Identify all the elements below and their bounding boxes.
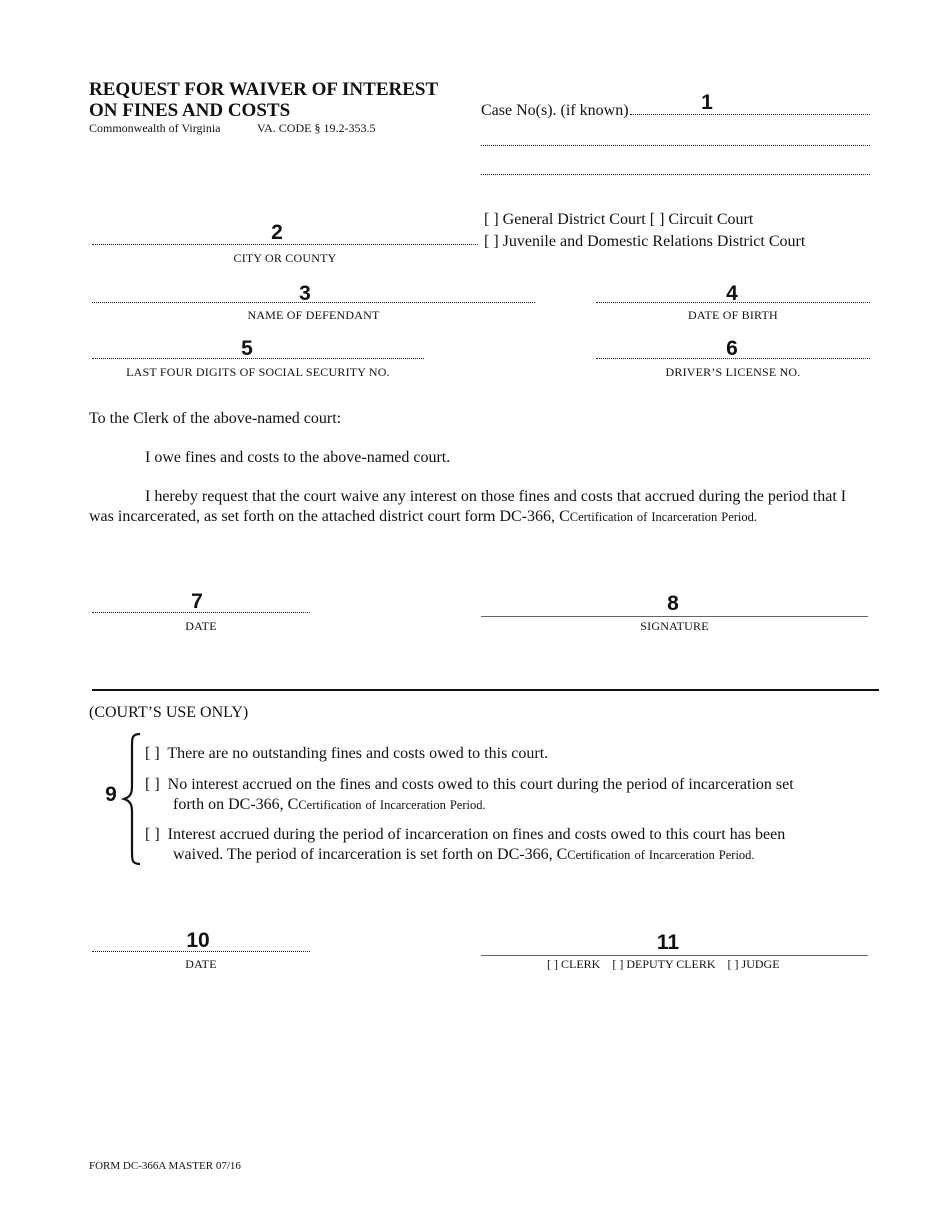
- field-marker-5: 5: [241, 337, 253, 360]
- checkbox-general-district[interactable]: [ ]: [484, 211, 499, 228]
- jurisdiction: Commonwealth of Virginia: [89, 121, 221, 135]
- applicant-date-label: DATE: [185, 619, 217, 633]
- court-option-2: [ ] No interest accrued on the fines and costs owed to this court during the period of incarceration set: [145, 776, 794, 793]
- case-number-line-1[interactable]: [630, 114, 870, 115]
- section-divider: [92, 689, 879, 691]
- defendant-name-line[interactable]: [92, 302, 535, 303]
- brace-icon: [120, 732, 144, 866]
- case-number-line-2[interactable]: [481, 145, 870, 146]
- court-role-options: [547, 957, 780, 972]
- field-marker-8: 8: [667, 592, 679, 615]
- defendant-name-label: NAME OF DEFENDANT: [247, 308, 380, 322]
- ssn-line[interactable]: [92, 358, 424, 359]
- court-option-3-line2: waived. The period of incarceration is set forth on DC-366,: [173, 846, 553, 863]
- field-marker-6: 6: [726, 337, 738, 360]
- court-option-3: [ ] Interest accrued during the period of incarceration on fines and costs owed to this court has been: [145, 826, 786, 843]
- checkbox-circuit[interactable]: [ ]: [649, 211, 665, 228]
- salutation: To the Clerk of the above-named court:: [89, 410, 342, 427]
- field-marker-10: 10: [186, 929, 210, 952]
- form-title-word-2: of: [636, 510, 648, 524]
- applicant-date-line[interactable]: [92, 612, 310, 613]
- paragraph-request: I hereby request that the court waive any interest on those fines and costs that accrued during the period that I was incarcerated, as set forth on the attached district court form DC-366, CCertification of Incarceration Period.: [89, 488, 847, 525]
- court-use-heading: (COURT’S USE ONLY): [89, 704, 249, 721]
- field-marker-7: 7: [191, 590, 203, 613]
- role-clerk-checkbox[interactable]: [ ] CLERK: [547, 957, 601, 971]
- field-marker-2: 2: [271, 221, 283, 244]
- juvenile-label: Juvenile and Domestic Relations District Court: [502, 233, 806, 250]
- court-date-line[interactable]: [92, 951, 310, 952]
- drivers-license-label: DRIVER’S LICENSE NO.: [665, 365, 801, 379]
- case-number-line-3[interactable]: [481, 174, 870, 175]
- court-date-label: DATE: [185, 957, 217, 971]
- court-option-3-line1: Interest accrued during the period of incarceration on fines and costs owed to this court has been: [167, 826, 786, 843]
- general-district-label: General District Court: [502, 211, 646, 228]
- court-option-3-cont: waived. The period of incarceration is set forth on DC-366, CCertification of Incarceration Period.: [173, 846, 755, 863]
- drivers-license-line[interactable]: [596, 358, 870, 359]
- city-county-line[interactable]: [92, 244, 478, 245]
- form-title-word-3: Incarceration: [651, 510, 718, 524]
- field-marker-4: 4: [726, 282, 738, 305]
- field-marker-11: 11: [656, 931, 680, 954]
- ssn-label: LAST FOUR DIGITS OF SOCIAL SECURITY NO.: [126, 365, 390, 379]
- court-option-2-cont: forth on DC-366, CCertification of Incarceration Period.: [173, 796, 486, 813]
- checkbox-juvenile[interactable]: [ ]: [484, 233, 499, 250]
- circuit-label: Circuit Court: [668, 211, 754, 228]
- date-of-birth-line[interactable]: [596, 302, 870, 303]
- court-option-1-text: There are no outstanding fines and costs owed to this court.: [167, 745, 549, 762]
- court-option-1: [ ] There are no outstanding fines and costs owed to this court.: [145, 745, 549, 762]
- court-signature-line[interactable]: [481, 955, 868, 956]
- paragraph-owe: I owe fines and costs to the above-named court.: [145, 449, 451, 466]
- form-title-line2: ON FINES AND COSTS: [89, 100, 291, 121]
- city-county-label: CITY OR COUNTY: [233, 251, 337, 265]
- court-option-2-line2: forth on DC-366,: [173, 796, 284, 813]
- role-judge-checkbox[interactable]: [ ] JUDGE: [727, 957, 780, 971]
- paragraph-request-text: I hereby request that the court waive any interest on those fines and costs that accrued during the period that I was incarcerated, as set forth on the attached district court form DC-366,: [89, 488, 847, 525]
- field-marker-3: 3: [299, 282, 311, 305]
- court-option-2-line1: No interest accrued on the fines and costs owed to this court during the period of incarceration set: [167, 776, 794, 793]
- date-of-birth-label: DATE OF BIRTH: [688, 308, 778, 322]
- statute-code: VA. CODE § 19.2-353.5: [257, 121, 376, 135]
- role-deputy-clerk-checkbox[interactable]: [ ] DEPUTY CLERK: [612, 957, 716, 971]
- field-marker-9: 9: [105, 783, 117, 806]
- court-type-row-2: [484, 232, 805, 252]
- court-type-row-1: [484, 210, 753, 230]
- field-marker-1: 1: [701, 91, 713, 114]
- applicant-signature-label: SIGNATURE: [640, 619, 709, 633]
- form-title-line1: REQUEST FOR WAIVER OF INTEREST: [89, 79, 439, 100]
- applicant-signature-line[interactable]: [481, 616, 868, 617]
- case-number-label: Case No(s). (if known): [481, 102, 629, 119]
- form-id-footer: FORM DC-366A MASTER 07/16: [89, 1160, 241, 1172]
- form-title-word-1: Certification: [569, 510, 633, 524]
- form-title-word-4: Period.: [721, 510, 758, 524]
